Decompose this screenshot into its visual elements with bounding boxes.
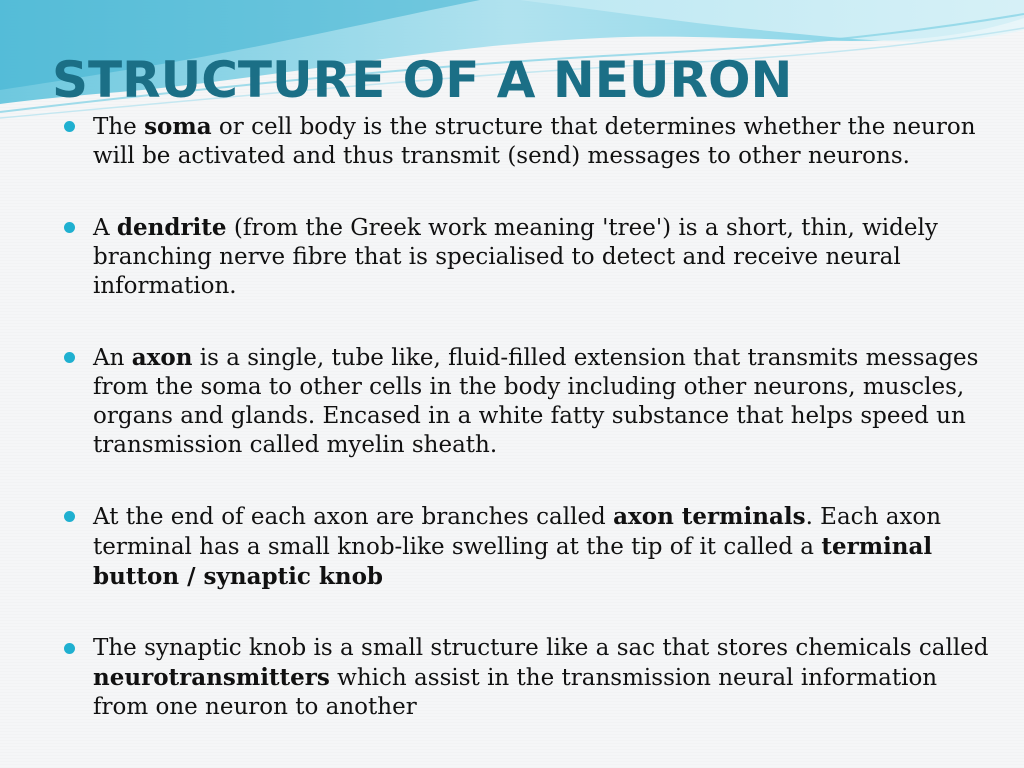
bullet-dendrite	[62, 213, 992, 301]
bullet-text: An	[93, 345, 132, 371]
slide-title: STRUCTURE OF A NEURON	[52, 51, 793, 109]
bullet-text: The synaptic knob is a small structure like a sac that stores chemicals called	[93, 635, 989, 661]
bullet-text: A	[93, 215, 117, 241]
bullet-keyword: dendrite	[116, 214, 227, 241]
bullet-axon	[62, 343, 992, 460]
bullet-keyword: terminal button / synaptic knob	[93, 533, 933, 590]
bullet-text: which assist in the transmission neural information from one neuron to another	[93, 665, 938, 720]
bullet-list	[62, 112, 992, 722]
bullet-text: is a single, tube like, fluid-filled extension that transmits messages from the soma to other cells in the body including other neurons, muscles, organs and glands. Encased in a white fatty substance that helps speed un transmission called myelin sheath.	[93, 345, 979, 458]
bullet-dot-icon	[64, 511, 75, 522]
bullet-axon-terminals	[62, 502, 992, 592]
bullet-dot-icon	[64, 222, 75, 233]
bullet-dot-icon	[64, 121, 75, 132]
bullet-keyword: soma	[144, 113, 212, 140]
bullet-dot-icon	[64, 643, 75, 654]
bullet-text: The	[93, 114, 145, 140]
bullet-keyword: axon	[131, 344, 193, 371]
bullet-text: At the end of each axon are branches called	[93, 504, 614, 530]
bullet-dot-icon	[64, 352, 75, 363]
bullet-text: or cell body is the structure that determines whether the neuron will be activated and thus transmit (send) messages to other neurons.	[93, 114, 976, 169]
bullet-soma	[62, 112, 992, 171]
bullet-text: . Each axon terminal has a small knob-like swelling at the tip of it called a	[93, 504, 942, 560]
bullet-keyword: axon terminals	[613, 503, 806, 530]
bullet-synaptic-knob	[62, 634, 992, 722]
bullet-keyword: neurotransmitters	[93, 664, 330, 691]
bullet-text: (from the Greek work meaning 'tree') is a short, thin, widely branching nerve fibre that is specialised to detect and receive neural information.	[93, 215, 938, 299]
